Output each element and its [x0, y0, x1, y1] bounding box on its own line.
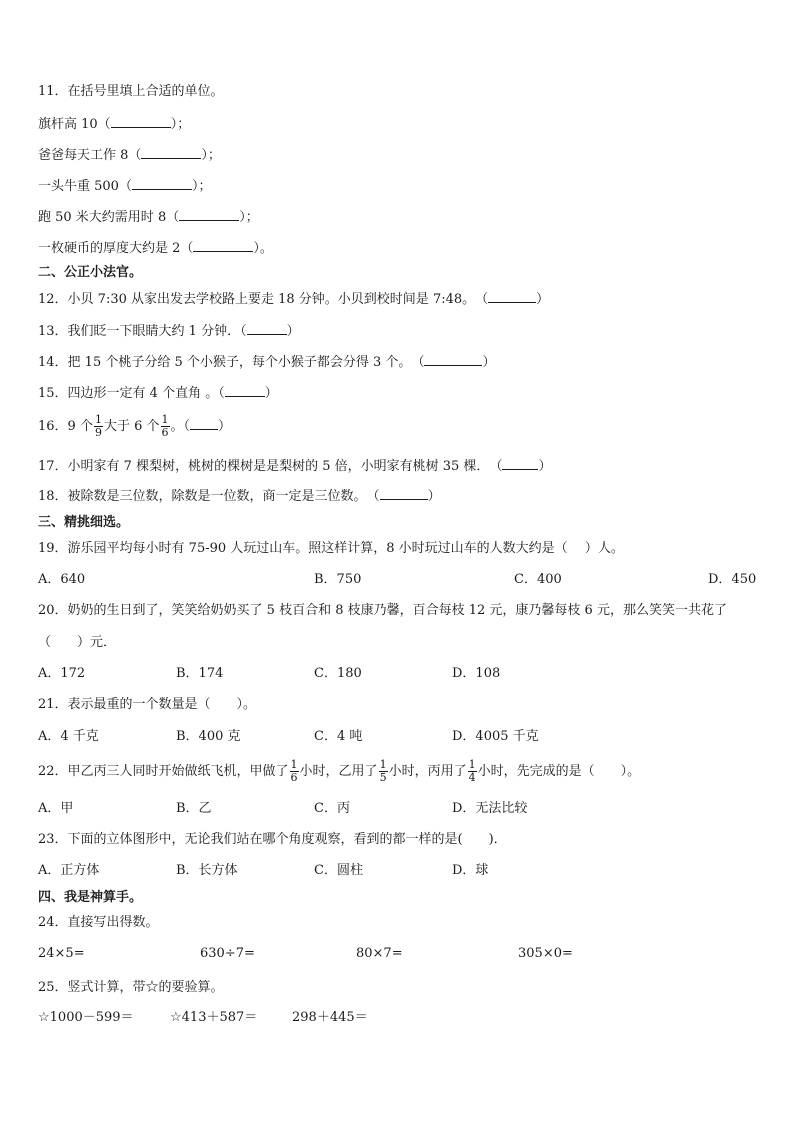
answer-blank[interactable] — [111, 115, 171, 128]
q22-option-a[interactable]: A．甲 — [38, 801, 74, 816]
q11-item-5: 一枚硬币的厚度大约是 2（ ）。 — [38, 241, 273, 256]
q25-stem: 25．竖式计算，带☆的要验算。 — [38, 980, 224, 995]
q22-option-d[interactable]: D．无法比较 — [452, 801, 528, 816]
q18: 18．被除数是三位数，除数是一位数，商一定是三位数。 （ ） — [38, 489, 441, 504]
q21-option-d[interactable]: D．4005 千克 — [452, 729, 539, 744]
q24-item[interactable]: 305×0= — [518, 946, 573, 961]
q20-option-b[interactable]: B．174 — [176, 666, 224, 681]
fraction: $\frac{1}{5}$ — [379, 758, 387, 784]
answer-blank[interactable] — [502, 457, 538, 470]
answer-blank[interactable] — [193, 239, 253, 252]
q19-option-a[interactable]: A．640 — [38, 572, 86, 587]
q25-item[interactable]: ☆1000－599＝ — [38, 1010, 134, 1025]
q23-option-a[interactable]: A．正方体 — [38, 863, 100, 878]
answer-blank[interactable] — [141, 146, 201, 159]
q21-option-c[interactable]: C．4 吨 — [314, 729, 363, 744]
q21-option-a[interactable]: A．4 千克 — [38, 729, 99, 744]
q21-option-b[interactable]: B．400 克 — [176, 729, 241, 744]
q22-option-c[interactable]: C．丙 — [314, 801, 350, 816]
q24-item[interactable]: 80×7= — [356, 946, 403, 961]
answer-blank[interactable] — [179, 208, 239, 221]
section-heading: 二、公正小法官。 — [38, 265, 143, 280]
fraction: $\frac{1}{9}$ — [94, 413, 102, 439]
q19-option-c[interactable]: C．400 — [514, 572, 562, 587]
q11-item-2: 爸爸每天工作 8（ ）； — [38, 148, 221, 163]
q19-option-d[interactable]: D．450 — [708, 572, 757, 587]
q12: 12．小贝 7:30 从家出发去学校路上要走 18 分钟。小贝到校时间是 7:48。 （ ） — [38, 292, 550, 307]
q23-stem: 23．下面的立体图形中，无论我们站在哪个角度观察，看到的都一样的是( )． — [38, 832, 507, 847]
fraction: $\frac{1}{6}$ — [161, 413, 169, 439]
q11-item-1: 旗杆高 10（ ）； — [38, 117, 191, 132]
q11-stem: 11．在括号里填上合适的单位。 — [38, 84, 224, 99]
answer-blank[interactable] — [424, 353, 482, 366]
q13: 13．我们眨一下眼睛大约 1 分钟．（ ） — [38, 324, 300, 339]
q11-item-1-text: 旗杆高 10（ — [38, 117, 111, 132]
answer-blank[interactable] — [380, 487, 428, 500]
q20-stem: 20．奶奶的生日到了，笑笑给奶奶买了 5 枝百合和 8 枝康乃馨，百合每枝 12 元，康乃馨每枝 6 元，那么笑笑一共花了 — [38, 603, 727, 618]
q14: 14．把 15 个桃子分给 5 个小猴子，每个小猴子都会分得 3 个。 （ ） — [38, 355, 496, 370]
answer-blank[interactable] — [190, 417, 218, 430]
q19-stem: 19．游乐园平均每小时有 75-90 人玩过山车。照这样计算，8 小时玩过山车的人数大约是（ ）人。 — [38, 541, 624, 556]
q24-item[interactable]: 24×5= — [38, 946, 85, 961]
q24-stem: 24．直接写出得数。 — [38, 915, 159, 930]
answer-blank[interactable] — [225, 384, 265, 397]
q24-item[interactable]: 630÷7= — [200, 946, 255, 961]
q16: 16．9 个 $\frac{1}{9}$ 大于 6 个 $\frac{1}{6}$ 。（ ） — [38, 413, 232, 439]
q23-option-c[interactable]: C．圆柱 — [314, 863, 363, 878]
q20-option-d[interactable]: D．108 — [452, 666, 501, 681]
q20-stem-cont: （ ）元． — [38, 635, 117, 650]
q25-item[interactable]: ☆413＋587＝ — [170, 1010, 258, 1025]
q23-option-d[interactable]: D．球 — [452, 863, 489, 878]
q23-option-b[interactable]: B．长方体 — [176, 863, 238, 878]
section-heading: 四、我是神算手。 — [38, 890, 143, 905]
q22-stem: 22．甲乙丙三人同时开始做纸飞机，甲做了 $\frac{1}{6}$ 小时，乙用了 $\frac{1}{5}$ 小时，丙用了 $\frac{1}{4}$ 小时，先完成的是（ ）。 — [38, 758, 641, 784]
q19-option-b[interactable]: B．750 — [314, 572, 362, 587]
section-heading: 三、精挑细选。 — [38, 515, 130, 530]
fraction: $\frac{1}{6}$ — [290, 758, 298, 784]
answer-blank[interactable] — [132, 177, 192, 190]
q17: 17．小明家有 7 棵梨树，桃树的棵树是是梨树的 5 倍，小明家有桃树 35 棵． （ ） — [38, 459, 552, 474]
answer-blank[interactable] — [247, 322, 287, 335]
q11-item-3: 一头牛重 500（ ）； — [38, 179, 212, 194]
q22-option-b[interactable]: B．乙 — [176, 801, 212, 816]
q20-option-a[interactable]: A．172 — [38, 666, 86, 681]
q15: 15．四边形一定有 4 个直角 。（ ） — [38, 386, 278, 401]
fraction: $\frac{1}{4}$ — [468, 758, 476, 784]
q20-option-c[interactable]: C．180 — [314, 666, 362, 681]
answer-blank[interactable] — [488, 290, 536, 303]
q25-item[interactable]: 298＋445＝ — [292, 1010, 368, 1025]
q11-item-4: 跑 50 米大约需用时 8（ ）； — [38, 210, 259, 225]
q21-stem: 21．表示最重的一个数量是（ ）。 — [38, 697, 257, 712]
